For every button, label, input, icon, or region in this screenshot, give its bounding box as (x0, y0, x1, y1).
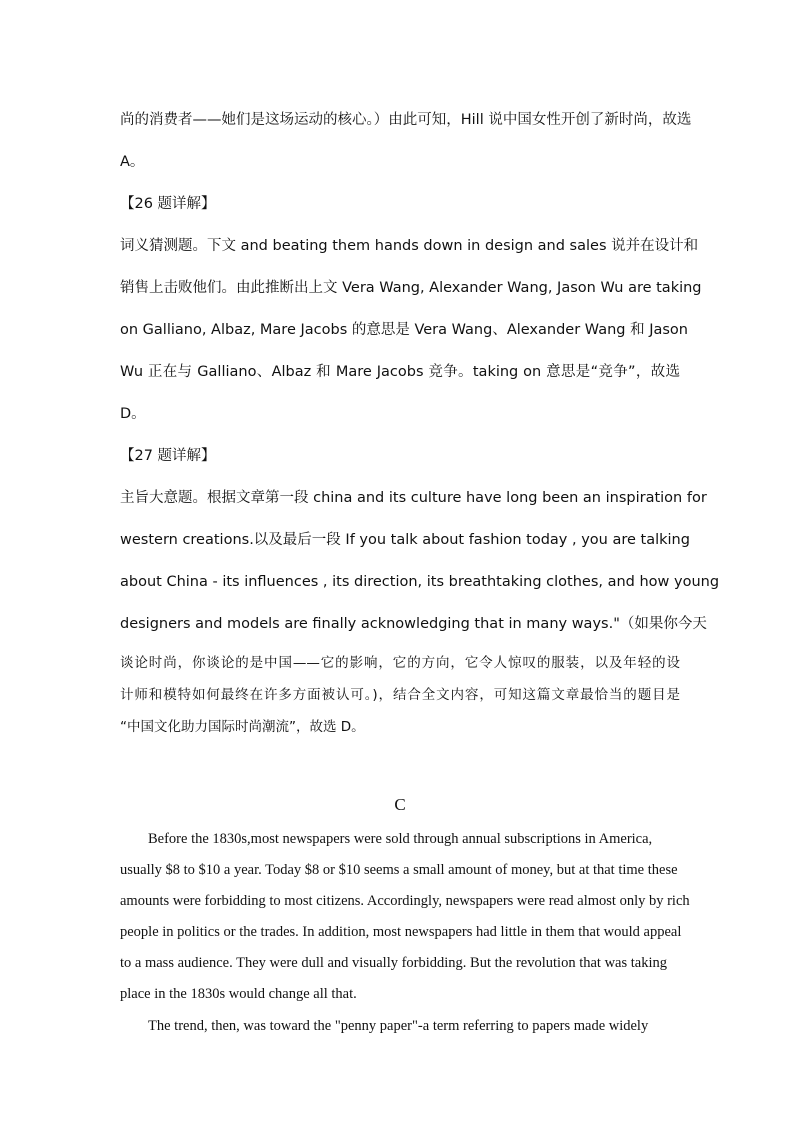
q26-line-3: on Galliano, Albaz, Mare Jacobs 的意思是 Vera Wang、Alexander Wang 和 Jason (120, 322, 688, 338)
q25-line-1: 尚的消费者——她们是这场运动的核心。）由此可知，Hill 说中国女性开创了新时尚，故选 (120, 112, 692, 128)
passage-line-1: Before the 1830s,most newspapers were sold through annual subscriptions in America, (148, 831, 653, 847)
q26-heading: 【26 题详解】 (120, 196, 216, 212)
q26-line-5: D。 (120, 406, 146, 422)
q27-line-6: 计师和模特如何最终在许多方面被认可。)，结合全文内容，可知这篇文章最恰当的题目是 (120, 687, 680, 703)
passage-line-5: to a mass audience. They were dull and visually forbidding. But the revolution that was taking (120, 955, 667, 971)
passage-title: C (394, 795, 406, 814)
q27-line-2: western creations.以及最后一段 If you talk about fashion today , you are talking (120, 532, 690, 548)
q27-line-5: 谈论时尚，你谈论的是中国——它的影响，它的方向，它令人惊叹的服装，以及年轻的设 (120, 655, 680, 671)
passage-line-3: amounts were forbidding to most citizens. Accordingly, newspapers were read almost only by rich (120, 893, 690, 909)
q25-line-2: A。 (120, 154, 145, 170)
q27-line-3: about China - its influences , its direction, its breathtaking clothes, and how young (120, 574, 720, 590)
q27-line-7: “中国文化助力国际时尚潮流”，故选 D。 (120, 719, 365, 735)
passage-line-7: The trend, then, was toward the "penny paper"-a term referring to papers made widely (148, 1018, 649, 1034)
q26-line-1: 词义猜测题。下文 and beating them hands down in design and sales 说并在设计和 (120, 238, 699, 254)
passage-line-2: usually $8 to $10 a year. Today $8 or $10 seems a small amount of money, but at that time these (120, 862, 678, 878)
q26-line-2: 销售上击败他们。由此推断出上文 Vera Wang, Alexander Wang, Jason Wu are taking (120, 280, 702, 296)
q27-line-1: 主旨大意题。根据文章第一段 china and its culture have long been an inspiration for (120, 490, 707, 506)
passage-line-6: place in the 1830s would change all that. (120, 986, 357, 1002)
q26-line-4: Wu 正在与 Galliano、Albaz 和 Mare Jacobs 竞争。taking on 意思是“竞争”，故选 (120, 364, 680, 380)
q27-line-4: designers and models are finally acknowledging that in many ways."（如果你今天 (120, 616, 707, 632)
passage-line-4: people in politics or the trades. In addition, most newspapers had little in them that would appeal (120, 924, 682, 940)
q27-heading: 【27 题详解】 (120, 448, 216, 464)
